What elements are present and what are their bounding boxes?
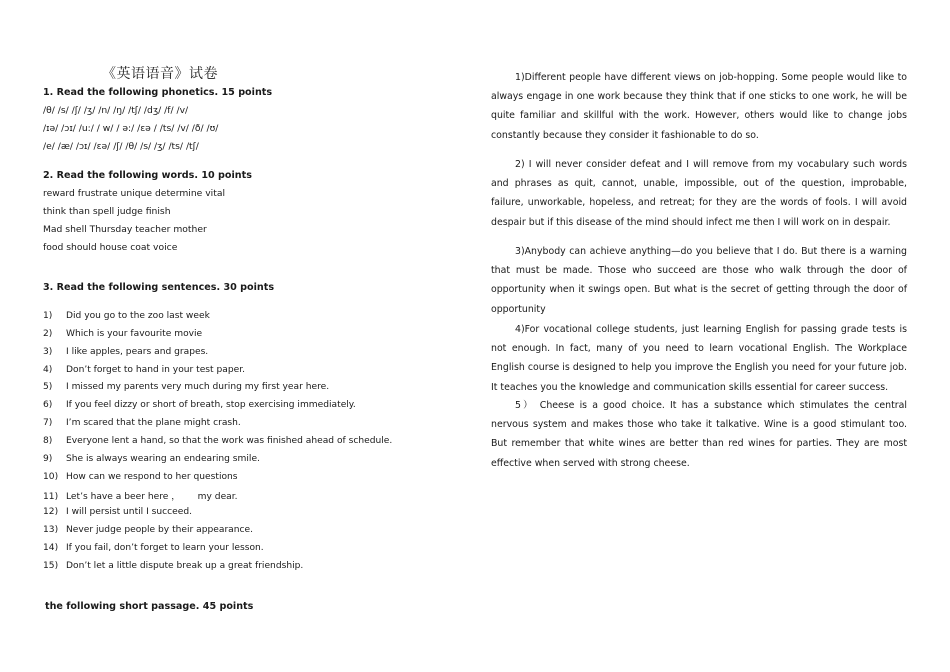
sentence-text: I missed my parents very much during my first year here. [66, 382, 330, 392]
sentence-item [43, 329, 202, 339]
sentence-text: Never judge people by their appearance. [66, 525, 254, 535]
sentence-item [43, 418, 241, 428]
sentence-text: Let’s have a beer here ， my dear. [66, 492, 238, 502]
sentence-item [43, 400, 356, 410]
sentence-item [43, 436, 392, 446]
sentence-number: 1) [43, 311, 53, 321]
sentence-text: Everyone lent a hand, so that the work was finished ahead of schedule. [66, 436, 393, 446]
sentence-number: 4) [43, 365, 53, 375]
sentence-item [43, 365, 245, 375]
passage-2: 2) I will never consider defeat and I will remove from my vocabulary such words and phrases as quit, cannot, unable, impossible, out of the question, improbable, failure, unworkable, hopeless, and retreat; for they are the words of fools. I will avoid despair but if this disease of the mind should infect me then I will work on in despair. [491, 159, 907, 228]
sentence-text: How can we respond to her questions [66, 472, 238, 482]
section1-heading: 1. Read the following phonetics. 15 points [43, 87, 273, 98]
passage-3: 3)Anybody can achieve anything—do you believe that I do. But there is a warning that must be made. Those who succeed are those who walk through the door of opportunity when it swings open. But what is the secret of getting through the door of opportunity [491, 246, 907, 315]
sentence-number: 12) [43, 507, 59, 517]
phonetics-line-1: /θ/ /s/ /ʃ/ /ʒ/ /n/ /ŋ/ /tʃ/ /dʒ/ /f/ /v/ [43, 105, 189, 116]
sentence-text: Which is your favourite movie [66, 329, 203, 339]
words-line-2: think than spell judge finish [43, 206, 171, 217]
sentence-item [43, 489, 238, 502]
section3-heading: 3. Read the following sentences. 30 points [43, 282, 275, 293]
sentence-item [43, 347, 208, 357]
sentence-text: I will persist until I succeed. [66, 507, 193, 517]
passage-4: 4)For vocational college students, just learning English for passing grade tests is not enough. In fact, many of you need to learn vocational English. The Workplace English course is designed to help you improve the English you need for your future job. It teaches you the knowledge and communication skills essential for career success. [491, 324, 907, 393]
sentence-text: Don’t forget to hand in your test paper. [66, 365, 246, 375]
phonetics-line-3: /e/ /æ/ /ɔɪ/ /ɛə/ /ʃ/ /θ/ /s/ /ʒ/ /ts/ /tʃ/ [43, 141, 199, 152]
page-title: 《英语语音》试卷 [102, 66, 218, 82]
sentence-number: 3) [43, 347, 53, 357]
sentence-text: She is always wearing an endearing smile. [66, 454, 260, 464]
sentence-item [43, 382, 329, 392]
sentence-number: 7) [43, 418, 53, 428]
sentence-item [43, 311, 210, 321]
sentence-number: 13) [43, 525, 59, 535]
sentence-item [43, 454, 260, 464]
sentence-item [43, 525, 253, 535]
sentence-item [43, 561, 303, 571]
words-line-3: Mad shell Thursday teacher mother [43, 224, 207, 235]
sentence-number: 15) [43, 561, 59, 571]
sentence-number: 2) [43, 329, 53, 339]
section2-heading: 2. Read the following words. 10 points [43, 170, 252, 181]
sentence-number: 8) [43, 436, 53, 446]
sentence-number: 5) [43, 382, 53, 392]
sentence-text: If you fail, don’t forget to learn your lesson. [66, 543, 264, 553]
sentence-number: 9) [43, 454, 53, 464]
sentence-item [43, 472, 238, 482]
sentence-number: 10) [43, 472, 59, 482]
sentence-item [43, 507, 192, 517]
sentence-number: 11) [43, 492, 59, 502]
passage-1: 1)Different people have different views on job-hopping. Some people would like to always engage in one work because they think that if one sticks to one work, he will be quite familiar and skillful with the work. However, others would like to change jobs constantly because they consider it fashionable to do so. [491, 72, 907, 141]
words-line-4: food should house coat voice [43, 242, 178, 253]
words-line-1: reward frustrate unique determine vital [43, 188, 225, 199]
passage-5: 5） Cheese is a good choice. It has a substance which stimulates the central nervous system and makes those who take it talkative. Wine is a good stimulant too. But remember that white wines are better than red wines for parties. They are most effective when served with strong cheese. [491, 400, 907, 469]
sentence-number: 6) [43, 400, 53, 410]
sentence-text: I like apples, pears and grapes. [66, 347, 209, 357]
sentence-text: Don’t let a little dispute break up a great friendship. [66, 561, 304, 571]
sentence-item [43, 543, 264, 553]
sentence-number: 14) [43, 543, 59, 553]
section4-heading: the following short passage. 45 points [45, 601, 254, 612]
sentence-text: If you feel dizzy or short of breath, stop exercising immediately. [66, 400, 356, 410]
sentence-text: I’m scared that the plane might crash. [66, 418, 241, 428]
sentence-text: Did you go to the zoo last week [66, 311, 210, 321]
phonetics-line-2: /ɪə/ /ɔɪ/ /u:/ / w/ / ə:/ /ɛə / /ts/ /v/ /ð/ /ʊ/ [43, 123, 219, 134]
